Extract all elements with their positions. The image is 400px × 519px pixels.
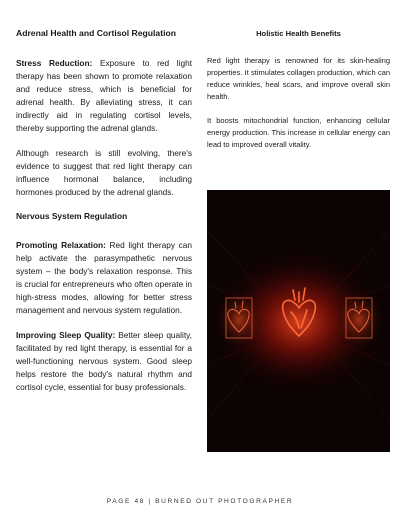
body-sleep: Better sleep quality, facilitated by red light therapy, is essential for a well-functioning nervous system. Good sleep helps restore the body's natural rhythm and cortisol cycle, essential for busy professionals. bbox=[16, 330, 192, 392]
red-light-heart-image bbox=[207, 190, 390, 452]
paragraph-mitochondria: It boosts mitochondrial function, enhancing cellular energy production. This increase in cellular energy can lead to improved overall vitality. bbox=[207, 116, 390, 149]
paragraph-relaxation bbox=[16, 239, 192, 316]
lead-sleep: Improving Sleep Quality: bbox=[16, 330, 116, 340]
paragraph-skin-healing: Red light therapy is renowned for its skin-healing properties. It stimulates collagen production, which can reduce wrinkles, heal scars, and improve overall skin health. bbox=[207, 56, 390, 101]
section-heading-adrenal: Adrenal Health and Cortisol Regulation bbox=[16, 28, 176, 38]
left-column bbox=[16, 28, 192, 406]
page-footer: PAGE 48 | BURNED OUT PHOTOGRAPHER bbox=[106, 498, 294, 505]
lead-stress-reduction: Stress Reduction: bbox=[16, 58, 93, 68]
body-relaxation: Red light therapy can help activate the parasympathetic nervous system – the body's relaxation response. This is crucial for entrepreneurs who often operate in high-stress modes, allowing for better stress management and nervous system regulation. bbox=[16, 240, 192, 315]
paragraph-research: Although research is still evolving, there's evidence to suggest that red light therapy can influence hormonal balance, including hormones produced by the adrenal glands. bbox=[16, 147, 192, 197]
section-heading-holistic: Holistic Health Benefits bbox=[256, 29, 341, 38]
right-column bbox=[207, 28, 390, 163]
section-heading-nervous-system: Nervous System Regulation bbox=[16, 211, 128, 222]
glowing-heart-icon bbox=[207, 190, 390, 452]
lead-relaxation: Promoting Relaxation: bbox=[16, 240, 106, 251]
paragraph-stress-reduction bbox=[16, 57, 192, 134]
paragraph-sleep bbox=[16, 329, 192, 394]
body-stress-reduction: Exposure to red light therapy has been shown to promote relaxation and reduce stress, which is beneficial for adrenal health. By alleviating stress, it can indirectly aid in regulating cortisol levels, thereby supporting the adrenal glands. bbox=[16, 58, 193, 133]
